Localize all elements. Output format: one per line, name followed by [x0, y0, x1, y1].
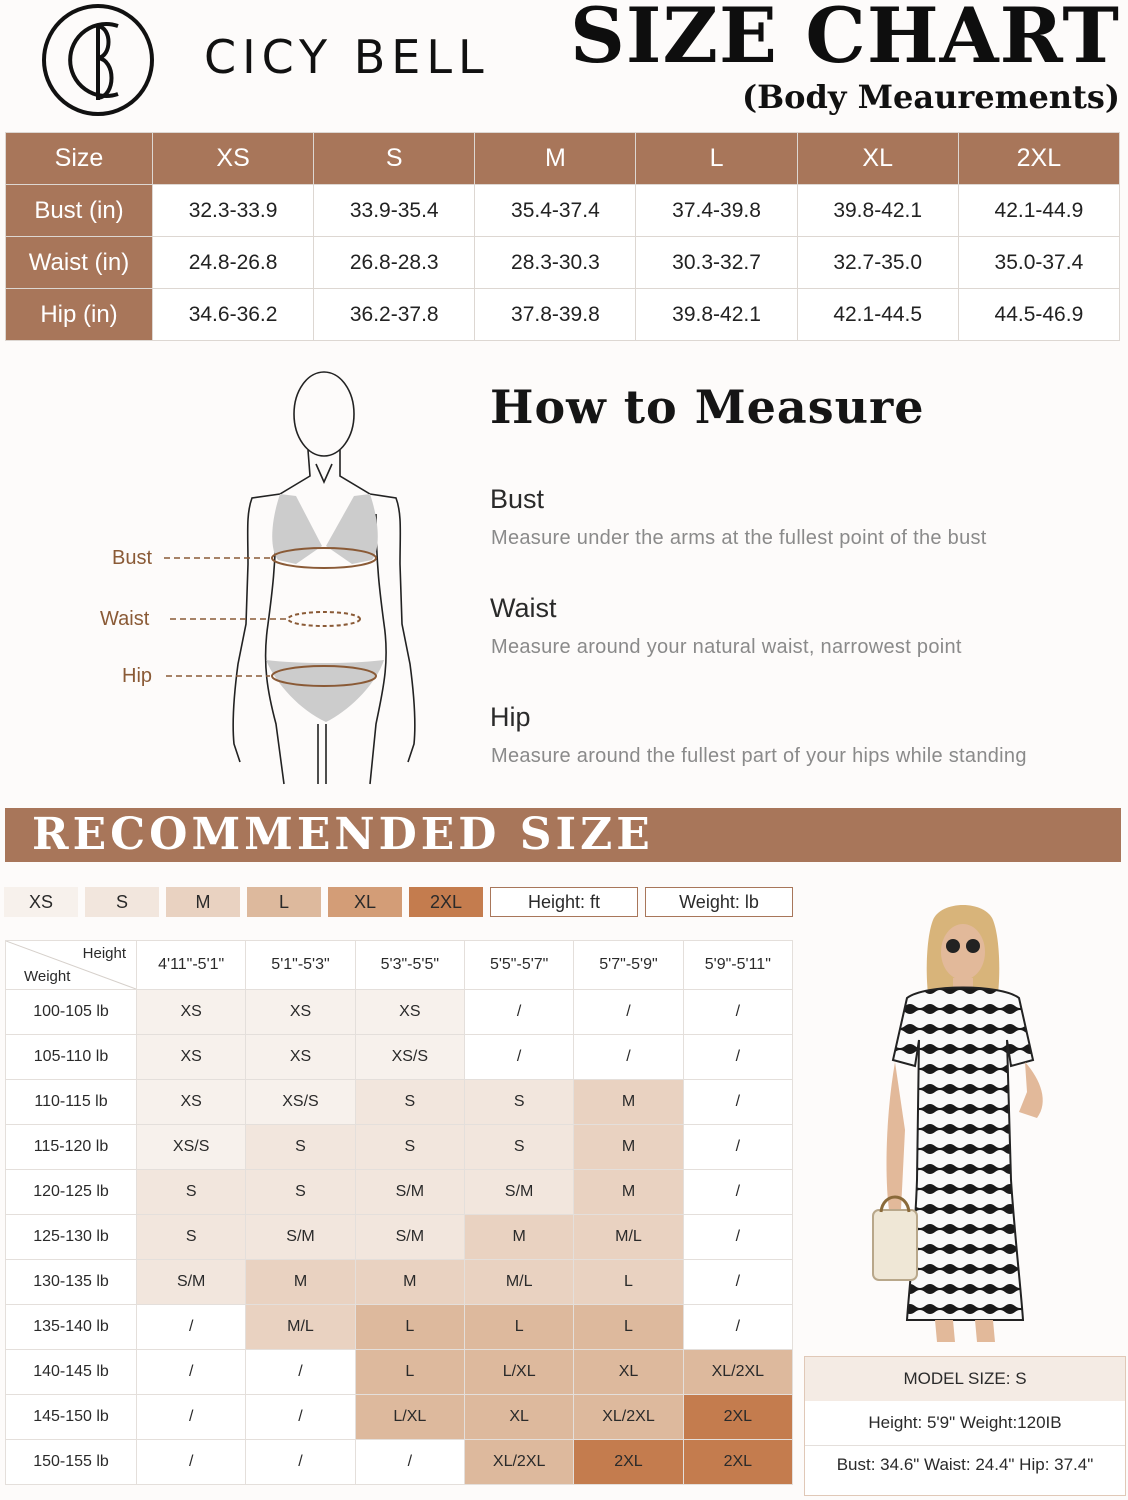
table-cell: 32.7-35.0 — [797, 237, 958, 289]
size-cell: XL/2XL — [464, 1440, 573, 1485]
table-cell: 37.8-39.8 — [475, 289, 636, 341]
size-cell: / — [464, 1035, 573, 1080]
size-cell: S — [464, 1125, 573, 1170]
size-cell: XS — [137, 1080, 246, 1125]
weight-row-label: 120-125 lb — [6, 1170, 137, 1215]
weight-row-label: 150-155 lb — [6, 1440, 137, 1485]
size-table-header: Size — [6, 133, 153, 185]
size-cell: 2XL — [683, 1440, 792, 1485]
size-cell: S — [464, 1080, 573, 1125]
size-cell: S — [355, 1125, 464, 1170]
recommended-header-row — [6, 941, 793, 990]
legend-swatch-2xl: 2XL — [409, 887, 483, 917]
size-cell: XL — [574, 1350, 683, 1395]
table-cell: 33.9-35.4 — [314, 185, 475, 237]
size-cell: S — [355, 1080, 464, 1125]
size-cell: S — [246, 1170, 355, 1215]
size-cell: M/L — [574, 1215, 683, 1260]
table-corner-cell — [6, 941, 137, 990]
row-label: Hip (in) — [6, 289, 153, 341]
legend-swatch-xl: XL — [328, 887, 402, 917]
legend-swatch-s: S — [85, 887, 159, 917]
size-cell: S/M — [246, 1215, 355, 1260]
size-cell: S — [137, 1215, 246, 1260]
size-cell: S — [246, 1125, 355, 1170]
row-label: Bust (in) — [6, 185, 153, 237]
recommended-title: RECOMMENDED SIZE — [32, 809, 654, 860]
size-cell: / — [683, 1125, 792, 1170]
size-table-header: M — [475, 133, 636, 185]
legend-swatch-xs: XS — [4, 887, 78, 917]
size-cell: / — [246, 1350, 355, 1395]
size-cell: S/M — [464, 1170, 573, 1215]
weight-row-label: 135-140 lb — [6, 1305, 137, 1350]
table-row — [6, 237, 1120, 289]
size-cell: / — [246, 1395, 355, 1440]
recommended-size-table — [5, 940, 793, 1485]
size-measurement-table — [5, 132, 1120, 341]
size-cell: / — [574, 990, 683, 1035]
size-cell: M — [574, 1080, 683, 1125]
measure-desc-hip: Measure around the fullest part of your hips while standing — [491, 745, 1027, 767]
table-cell: 39.8-42.1 — [636, 289, 797, 341]
height-column-header: 5'9"-5'11" — [683, 941, 792, 990]
weight-row-label: 125-130 lb — [6, 1215, 137, 1260]
size-table-header: L — [636, 133, 797, 185]
page-title: SIZE CHART — [570, 0, 1120, 80]
legend-swatch-l: L — [247, 887, 321, 917]
size-cell: / — [137, 1440, 246, 1485]
size-cell: S — [137, 1170, 246, 1215]
corner-weight-label: Weight — [24, 968, 71, 985]
table-cell: 28.3-30.3 — [475, 237, 636, 289]
table-cell: 34.6-36.2 — [153, 289, 314, 341]
size-cell: XL — [464, 1395, 573, 1440]
table-row — [6, 1350, 793, 1395]
legend-height-unit: Height: ft — [490, 887, 638, 917]
size-cell: / — [683, 1305, 792, 1350]
size-cell: S/M — [355, 1215, 464, 1260]
measure-heading-waist: Waist — [490, 593, 557, 623]
table-row — [6, 1170, 793, 1215]
size-cell: M — [246, 1260, 355, 1305]
model-height-weight: Height: 5'9" Weight:120IB — [868, 1413, 1062, 1432]
size-cell: XS/S — [246, 1080, 355, 1125]
size-cell: / — [355, 1440, 464, 1485]
size-cell: / — [683, 1035, 792, 1080]
size-cell: XS — [137, 990, 246, 1035]
size-cell: XS — [246, 1035, 355, 1080]
size-cell: / — [137, 1305, 246, 1350]
size-cell: M — [355, 1260, 464, 1305]
table-row — [6, 1260, 793, 1305]
weight-row-label: 130-135 lb — [6, 1260, 137, 1305]
table-cell: 35.0-37.4 — [958, 237, 1119, 289]
height-column-header: 5'3"-5'5" — [355, 941, 464, 990]
size-cell: L — [574, 1305, 683, 1350]
model-photo-image — [845, 880, 1105, 1350]
row-label: Waist (in) — [6, 237, 153, 289]
size-table-header: XS — [153, 133, 314, 185]
table-cell: 36.2-37.8 — [314, 289, 475, 341]
size-cell: / — [137, 1350, 246, 1395]
size-cell: M/L — [246, 1305, 355, 1350]
table-cell: 30.3-32.7 — [636, 237, 797, 289]
table-row — [6, 185, 1120, 237]
how-to-measure-title: How to Measure — [490, 380, 925, 434]
table-cell: 42.1-44.5 — [797, 289, 958, 341]
size-cell: / — [574, 1035, 683, 1080]
size-cell: S/M — [355, 1170, 464, 1215]
size-cell: M — [574, 1170, 683, 1215]
weight-row-label: 100-105 lb — [6, 990, 137, 1035]
size-table-header: 2XL — [958, 133, 1119, 185]
size-cell: L/XL — [355, 1395, 464, 1440]
table-row — [6, 990, 793, 1035]
height-column-header: 4'11"-5'1" — [137, 941, 246, 990]
measure-desc-bust: Measure under the arms at the fullest point of the bust — [491, 527, 987, 549]
weight-row-label: 110-115 lb — [6, 1080, 137, 1125]
table-row — [6, 1305, 793, 1350]
measure-desc-waist: Measure around your natural waist, narrowest point — [491, 636, 962, 658]
size-cell: M — [464, 1215, 573, 1260]
size-cell: / — [683, 1215, 792, 1260]
table-cell: 32.3-33.9 — [153, 185, 314, 237]
model-size: MODEL SIZE: S — [805, 1357, 1125, 1401]
size-cell: XS/S — [137, 1125, 246, 1170]
table-cell: 26.8-28.3 — [314, 237, 475, 289]
size-cell: / — [683, 1080, 792, 1125]
size-cell: XS — [137, 1035, 246, 1080]
table-row — [6, 1080, 793, 1125]
table-row — [6, 1440, 793, 1485]
size-cell: / — [683, 990, 792, 1035]
size-cell: L — [355, 1350, 464, 1395]
size-cell: / — [683, 1170, 792, 1215]
size-cell: XS — [246, 990, 355, 1035]
size-cell: XS — [355, 990, 464, 1035]
size-cell: XL/2XL — [683, 1350, 792, 1395]
size-cell: / — [246, 1440, 355, 1485]
table-cell: 35.4-37.4 — [475, 185, 636, 237]
size-cell: L/XL — [464, 1350, 573, 1395]
size-cell: 2XL — [574, 1440, 683, 1485]
measure-heading-bust: Bust — [490, 484, 545, 514]
measure-heading-hip: Hip — [490, 702, 531, 732]
table-row — [6, 1125, 793, 1170]
table-row — [6, 1035, 793, 1080]
legend-swatch-m: M — [166, 887, 240, 917]
table-cell: 39.8-42.1 — [797, 185, 958, 237]
size-table-header-row — [6, 133, 1120, 185]
model-info-box — [804, 1356, 1126, 1496]
weight-row-label: 140-145 lb — [6, 1350, 137, 1395]
page-subtitle: (Body Meaurements) — [741, 78, 1120, 116]
figure-label-hip: Hip — [122, 665, 153, 687]
table-cell: 37.4-39.8 — [636, 185, 797, 237]
figure-label-waist: Waist — [100, 608, 150, 630]
legend-weight-unit: Weight: lb — [645, 887, 793, 917]
size-cell: XS/S — [355, 1035, 464, 1080]
brand-logo-icon — [40, 4, 156, 116]
weight-row-label: 145-150 lb — [6, 1395, 137, 1440]
size-cell: M — [574, 1125, 683, 1170]
size-cell: XL/2XL — [574, 1395, 683, 1440]
table-row — [6, 1395, 793, 1440]
table-row — [6, 1215, 793, 1260]
table-cell: 42.1-44.9 — [958, 185, 1119, 237]
model-divider — [805, 1445, 1125, 1446]
size-cell: L — [355, 1305, 464, 1350]
height-column-header: 5'1"-5'3" — [246, 941, 355, 990]
size-cell: / — [137, 1395, 246, 1440]
weight-row-label: 105-110 lb — [6, 1035, 137, 1080]
model-measurements: Bust: 34.6" Waist: 24.4" Hip: 37.4" — [836, 1455, 1094, 1474]
body-figure-illustration — [100, 364, 440, 788]
brand-name: CICY BELL — [204, 30, 490, 84]
table-cell: 24.8-26.8 — [153, 237, 314, 289]
size-cell: 2XL — [683, 1395, 792, 1440]
size-table-header: S — [314, 133, 475, 185]
size-cell: / — [683, 1260, 792, 1305]
size-cell: / — [464, 990, 573, 1035]
size-cell: L — [574, 1260, 683, 1305]
weight-row-label: 115-120 lb — [6, 1125, 137, 1170]
height-column-header: 5'7"-5'9" — [574, 941, 683, 990]
size-cell: S/M — [137, 1260, 246, 1305]
size-cell: M/L — [464, 1260, 573, 1305]
recommended-table-body — [6, 990, 793, 1485]
corner-height-label: Height — [82, 945, 126, 962]
size-table-header: XL — [797, 133, 958, 185]
figure-label-bust: Bust — [112, 547, 153, 569]
size-cell: L — [464, 1305, 573, 1350]
height-column-header: 5'5"-5'7" — [464, 941, 573, 990]
table-cell: 44.5-46.9 — [958, 289, 1119, 341]
table-row — [6, 289, 1120, 341]
